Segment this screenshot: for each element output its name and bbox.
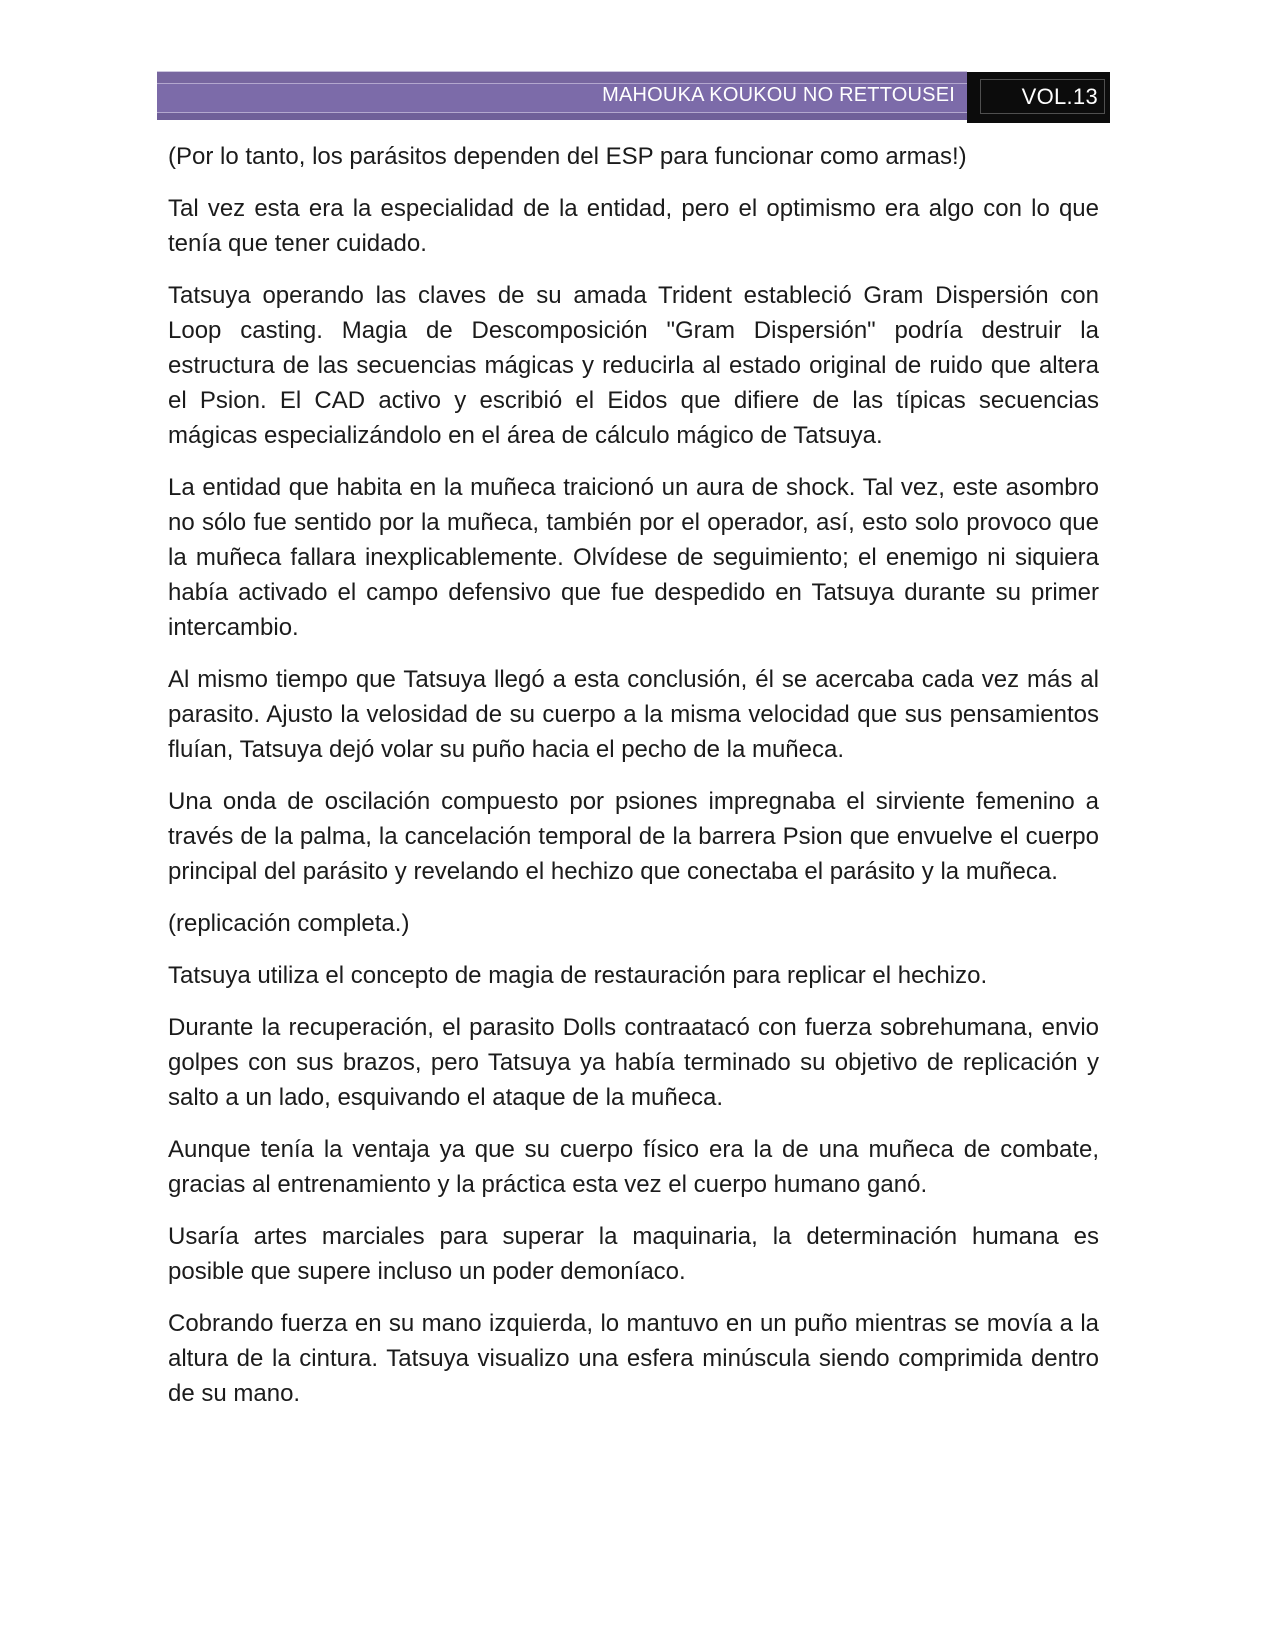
header-title-bar [157, 71, 967, 120]
paragraph: Tal vez esta era la especialidad de la entidad, pero el optimismo era algo con lo que tenía que tener cuidado. [168, 195, 1099, 257]
paragraph: Durante la recuperación, el parasito Dolls contraatacó con fuerza sobrehumana, envio golpes con sus brazos, pero Tatsuya ya había terminado su objetivo de replicación y salto a un lado, esquivando el ataque de la muñeca. [168, 1014, 1099, 1111]
volume-box-frame [980, 79, 1105, 114]
volume-label: VOL.13 [1021, 83, 1098, 109]
paragraph: (Por lo tanto, los parásitos dependen del ESP para funcionar como armas!) [168, 143, 967, 170]
page-body [168, 139, 1099, 1428]
paragraph: Cobrando fuerza en su mano izquierda, lo mantuvo en un puño mientras se movía a la altura de la cintura. Tatsuya visualizo una esfera minúscula siendo comprimida dentro de su mano. [168, 1310, 1099, 1407]
book-title: MAHOUKA KOUKOU NO RETTOUSEI [602, 84, 955, 106]
page-header [157, 71, 1110, 123]
paragraph: Al mismo tiempo que Tatsuya llegó a esta conclusión, él se acercaba cada vez más al parasito. Ajusto la velosidad de su cuerpo a la misma velocidad que sus pensamientos fluían, Tatsuya dejó volar su puño hacia el pecho de la muñeca. [168, 666, 1099, 763]
paragraph: Una onda de oscilación compuesto por psiones impregnaba el sirviente femenino a través de la palma, la cancelación temporal de la barrera Psion que envuelve el cuerpo principal del parásito y revelando el hechizo que conectaba el parásito y la muñeca. [168, 788, 1099, 885]
paragraph: (replicación completa.) [168, 910, 410, 937]
paragraph: Usaría artes marciales para superar la maquinaria, la determinación humana es posible que supere incluso un poder demoníaco. [168, 1223, 1099, 1285]
paragraph: Tatsuya operando las claves de su amada Trident estableció Gram Dispersión con Loop casting. Magia de Descomposición "Gram Dispersión" podría destruir la estructura de las secuencias mágicas y reducirla al estado original de ruido que altera el Psion. El CAD activo y escribió el Eidos que difiere de las típicas secuencias mágicas especializándolo en el área de cálculo mágico de Tatsuya. [168, 282, 1099, 449]
paragraph: Aunque tenía la ventaja ya que su cuerpo físico era la de una muñeca de combate, gracias al entrenamiento y la práctica esta vez el cuerpo humano ganó. [168, 1136, 1099, 1198]
paragraph: Tatsuya utiliza el concepto de magia de restauración para replicar el hechizo. [168, 962, 988, 989]
paragraph: La entidad que habita en la muñeca traicionó un aura de shock. Tal vez, este asombro no sólo fue sentido por la muñeca, también por el operador, así, esto solo provoco que la muñeca fallara inexplicablemente. Olvídese de seguimiento; el enemigo ni siquiera había activado el campo defensivo que fue despedido en Tatsuya durante su primer intercambio. [168, 474, 1099, 641]
volume-box [967, 72, 1110, 123]
